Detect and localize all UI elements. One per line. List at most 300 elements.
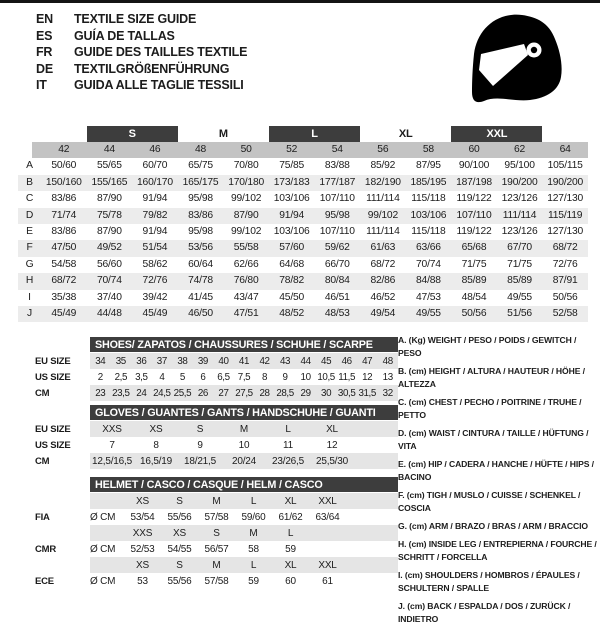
helmet-size-value: 57/58 [204, 511, 229, 523]
gloves-cm-value: 16,5/19 [140, 455, 172, 467]
measure-value: 72/76 [552, 258, 578, 270]
helmet-sizes-row-cmr [22, 525, 398, 541]
measure-value: 48/54 [461, 291, 487, 303]
gloves-us-value: 10 [238, 439, 250, 451]
measure-value: 85/89 [507, 275, 532, 287]
measure-value: 82/86 [370, 275, 396, 287]
helmet-size-value: 55/56 [167, 575, 192, 587]
language-title: GUIDE DES TAILLES TEXTILE [74, 45, 248, 60]
measure-letter: I [28, 291, 31, 303]
gloves-us-value: 7 [109, 439, 115, 451]
helmet-size-label: L [287, 527, 294, 539]
helmet-size-label: S [213, 527, 220, 539]
measure-value: 37/40 [96, 291, 122, 303]
size-column-header: 54 [331, 144, 343, 155]
row-label-spacer [22, 405, 90, 420]
gloves-cm-value: 20/24 [231, 455, 257, 467]
gloves-header-row [22, 405, 398, 420]
measure-value: 67/70 [507, 242, 532, 254]
helmet-size-value: 59 [248, 575, 259, 587]
row-label-spacer [22, 525, 90, 541]
size-band-row [18, 126, 588, 142]
shoes-cm-value: 27,5 [235, 387, 253, 399]
legend-entry: B. (cm) HEIGHT / ALTURA / HAUTEUR / HÖHE / ALTEZZA [398, 366, 585, 389]
measure-value: 99/102 [230, 225, 262, 237]
measure-row-h [18, 273, 588, 289]
measure-value: 47/50 [51, 242, 77, 254]
measure-value: 41/45 [188, 291, 213, 303]
size-column-header: 44 [103, 144, 115, 155]
size-band-s: S [87, 126, 178, 142]
gloves-size-table [22, 405, 398, 469]
size-column-header: 50 [240, 144, 252, 155]
gloves-eu-band [90, 421, 398, 437]
legend-entry: A. (Kg) WEIGHT / PESO / POIDS / GEWITCH / PESO [398, 335, 577, 358]
gloves-cm-value: 23/26,5 [272, 455, 304, 467]
legend-entry: H. (cm) INSIDE LEG / ENTREPIERNA / FOURCHE / SCHRITT / FORCELLA [398, 539, 597, 562]
measure-value: 70/74 [96, 275, 122, 287]
shoes-eu-value: 46 [341, 355, 352, 367]
shoes-title: SHOES/ ZAPATOS / CHAUSSURES / SCHUHE / SCARPE [90, 337, 398, 352]
measure-cells [41, 208, 588, 224]
gloves-row-label: CM [35, 455, 50, 467]
shoes-cm-band [90, 385, 398, 401]
shoes-us-value: 9 [282, 371, 288, 383]
gloves-us-value: 12 [326, 439, 338, 451]
measure-value: 87/90 [96, 193, 122, 205]
helmet-size-label: S [176, 559, 183, 571]
measure-letter: E [26, 225, 33, 237]
helmet-size-value: 59/60 [241, 511, 266, 523]
measure-letter: J [27, 307, 32, 319]
measure-value: 83/86 [51, 193, 77, 205]
measure-value: 190/200 [501, 176, 538, 188]
measure-value: 45/50 [279, 291, 305, 303]
shoes-us-value: 7,5 [237, 371, 251, 383]
size-band-xl: XL [398, 128, 413, 140]
measure-value: 59/62 [324, 242, 350, 254]
helmet-size-value: 53/54 [130, 511, 155, 523]
measure-cells [41, 290, 588, 306]
language-title: TEXTILE SIZE GUIDE [74, 12, 197, 27]
standard-name: FIA [35, 511, 50, 523]
shoes-cm-value: 29 [300, 387, 311, 399]
shoes-cm-value: 28,5 [276, 387, 294, 399]
legend-entry: I. (cm) SHOULDERS / HOMBROS / ÉPAULES / SCHULTERN / SPALLE [398, 570, 580, 593]
shoes-us-value: 8 [261, 371, 268, 383]
measure-value: 46/51 [324, 291, 350, 303]
measure-value: 58/62 [142, 258, 168, 270]
gloves-eu-value: XS [149, 423, 163, 435]
measure-value: 85/89 [461, 275, 487, 287]
measure-value: 91/94 [142, 225, 168, 237]
measure-value: 78/82 [279, 275, 305, 287]
measure-row-a [18, 158, 588, 174]
language-code: EN [36, 12, 53, 27]
gloves-cm-value: 25,5/30 [316, 455, 348, 467]
measure-letter: B [26, 176, 33, 188]
shoes-cm-value: 24,5 [153, 387, 171, 399]
gloves-title: GLOVES / GUANTES / GANTS / HANDSCHUHE / GUANTI [90, 405, 398, 420]
gloves-row-label: EU SIZE [35, 423, 71, 435]
shoes-size-table [22, 337, 398, 401]
shoes-us-value: 2,5 [114, 371, 127, 383]
measure-value: 105/115 [547, 160, 583, 172]
language-title: GUIDA ALLE TAGLIE TESSILI [74, 78, 244, 93]
helmet-sizes-row-ece [22, 557, 398, 573]
measure-value: 52/58 [552, 307, 578, 319]
language-row [36, 11, 247, 28]
helmet-title: HELMET / CASCO / CASQUE / HELM / CASCO [90, 477, 398, 492]
measure-value: 107/110 [319, 193, 355, 205]
measure-value: 83/86 [188, 209, 213, 221]
measure-value: 173/183 [273, 176, 310, 188]
standard-name: CMR [35, 543, 57, 555]
helmet-values-row-fia [22, 509, 398, 525]
measure-value: 35/38 [51, 291, 77, 303]
helmet-size-label: L [250, 559, 257, 571]
measure-value: 71/75 [507, 258, 532, 270]
helmet-header-row [22, 477, 398, 492]
diameter-unit: Ø CM [90, 511, 116, 523]
shoes-cm-row [22, 385, 398, 401]
measure-value: 68/72 [370, 258, 396, 270]
shoes-cm-value: 25,5 [173, 387, 192, 399]
measure-value: 64/68 [279, 258, 305, 270]
language-row [36, 28, 247, 45]
measure-cells [41, 175, 588, 191]
shoes-eu-value: 40 [218, 355, 229, 367]
measure-value: 115/119 [548, 209, 583, 221]
shoes-eu-row [22, 353, 398, 369]
measure-value: 80/84 [324, 275, 350, 287]
measure-value: 49/55 [507, 291, 532, 303]
shoes-eu-value: 47 [362, 355, 373, 367]
shoes-us-value: 5 [179, 371, 185, 383]
measure-value: 91/94 [279, 209, 305, 221]
measure-value: 61/63 [370, 242, 396, 254]
measure-value: 91/94 [142, 193, 168, 205]
measure-letter: F [26, 242, 33, 254]
shoes-cm-value: 23 [95, 387, 106, 399]
helmet-size-label: XS [173, 527, 186, 539]
helmet-values-row-cmr [22, 541, 398, 557]
measure-cells [41, 240, 588, 256]
numeric-sizes-row [18, 142, 588, 158]
gloves-row-label: US SIZE [35, 439, 71, 451]
measure-cells [41, 257, 588, 273]
measure-value: 48/53 [324, 307, 350, 319]
shoes-row-label: US SIZE [35, 371, 71, 383]
row-label-spacer [22, 477, 90, 492]
textile-size-table [18, 126, 588, 322]
measure-value: 45/49 [142, 307, 168, 319]
shoes-cm-value: 26 [197, 387, 208, 399]
measure-value: 87/95 [416, 160, 441, 172]
measure-value: 44/48 [96, 307, 122, 319]
gloves-cm-row [22, 453, 398, 469]
shoes-eu-value: 42 [259, 355, 270, 367]
helmet-size-table [22, 477, 398, 589]
measure-value: 185/195 [410, 176, 447, 188]
accessory-tables [22, 337, 398, 589]
helmet-size-label: M [249, 527, 258, 539]
shoes-eu-value: 43 [279, 355, 291, 367]
shoes-eu-value: 45 [321, 355, 332, 367]
measure-value: 119/122 [456, 225, 492, 237]
measure-cells [41, 158, 588, 174]
measure-value: 165/175 [182, 176, 219, 188]
helmet-size-value: 57/58 [204, 575, 229, 587]
row-letter-spacer [18, 126, 41, 142]
measure-value: 119/122 [456, 193, 492, 205]
size-column-header: 62 [514, 144, 526, 155]
legend-entry: G. (cm) ARM / BRAZO / BRAS / ARM / BRACCIO [398, 521, 588, 531]
row-label-spacer [22, 557, 90, 573]
shoes-cm-value: 30 [321, 387, 332, 399]
measure-value: 160/170 [137, 176, 173, 188]
measure-value: 65/75 [188, 160, 213, 172]
measure-value: 55/65 [96, 160, 122, 172]
shoes-cm-value: 28 [259, 387, 270, 399]
size-column-header: 56 [377, 144, 389, 155]
measure-cells [41, 191, 588, 207]
helmet-size-value: 52/53 [130, 543, 155, 555]
shoes-cm-value: 32 [382, 387, 393, 399]
shoes-us-value: 13 [382, 371, 393, 383]
helmet-sizes-band [90, 493, 398, 509]
helmet-size-label: XL [284, 495, 297, 507]
shoes-eu-value: 36 [136, 355, 147, 367]
measure-value: 95/98 [188, 225, 213, 237]
measure-value: 111/114 [502, 209, 537, 221]
helmet-values-row-ece [22, 573, 398, 589]
helmet-size-value: 56/57 [204, 543, 229, 555]
measure-value: 75/78 [96, 209, 122, 221]
language-row [36, 61, 247, 78]
shoes-us-row [22, 369, 398, 385]
shoes-us-value: 6 [200, 371, 206, 383]
helmet-size-value: 63/64 [315, 511, 340, 523]
helmet-size-label: XXS [132, 527, 153, 539]
measure-value: 79/82 [142, 209, 168, 221]
measure-value: 50/56 [552, 291, 578, 303]
shoes-cm-value: 27 [218, 387, 229, 399]
measure-value: 90/100 [458, 160, 490, 172]
measure-value: 127/130 [547, 193, 584, 205]
measure-value: 75/85 [279, 160, 305, 172]
shoes-cm-value: 24 [136, 387, 147, 399]
measure-value: 123/126 [501, 225, 538, 237]
measure-value: 95/98 [324, 209, 350, 221]
measurement-legend [398, 334, 598, 631]
shoes-cm-value: 31,5 [358, 387, 376, 399]
gloves-us-band [90, 437, 398, 453]
shoes-eu-value: 34 [95, 355, 106, 367]
measure-value: 87/91 [552, 275, 578, 287]
legend-entry: F. (cm) TIGH / MUSLO / CUISSE / SCHENKEL / COSCIA [398, 490, 581, 513]
measure-value: 99/102 [367, 209, 398, 221]
measure-value: 170/180 [228, 176, 265, 188]
standard-name: ECE [35, 575, 54, 587]
measure-value: 47/51 [233, 307, 259, 319]
helmet-values-band [90, 509, 398, 525]
helmet-size-label: XS [136, 495, 149, 507]
shoes-eu-value: 41 [238, 355, 250, 367]
shoes-eu-value: 48 [382, 355, 393, 367]
measure-value: 74/78 [188, 275, 213, 287]
measure-value: 85/92 [370, 160, 396, 172]
shoes-eu-band [90, 353, 398, 369]
measure-value: 155/165 [91, 176, 128, 188]
measure-value: 50/60 [51, 160, 77, 172]
helmet-sizes-band [90, 525, 398, 541]
measure-value: 63/66 [416, 242, 441, 254]
helmet-size-label: S [176, 495, 183, 507]
size-band-l: L [269, 126, 360, 142]
measure-value: 84/88 [416, 275, 441, 287]
shoes-cm-value: 23,5 [112, 387, 130, 399]
measure-value: 66/70 [324, 258, 350, 270]
measure-value: 51/54 [142, 242, 168, 254]
measure-value: 49/52 [96, 242, 122, 254]
measure-value: 45/49 [51, 307, 77, 319]
gloves-eu-value: S [196, 423, 204, 435]
language-title: GUÍA DE TALLAS [74, 28, 175, 43]
helmet-size-label: XXL [318, 495, 337, 507]
shoes-us-value: 11,5 [338, 371, 356, 383]
helmet-sizes-band [90, 557, 398, 573]
size-column-header: 42 [58, 144, 70, 155]
band-cells [41, 126, 588, 142]
shoes-header-row [22, 337, 398, 352]
size-column-header: 64 [559, 144, 571, 155]
shoes-us-value: 6,5 [217, 371, 230, 383]
helmet-icon-svg [458, 8, 576, 108]
diameter-unit: Ø CM [90, 543, 116, 555]
measure-value: 68/72 [51, 275, 77, 287]
gloves-eu-value: XL [326, 423, 338, 435]
gloves-us-value: 11 [283, 439, 293, 451]
helmet-size-label: L [250, 495, 257, 507]
helmet-size-value: 59 [285, 543, 296, 555]
measure-value: 62/66 [233, 258, 259, 270]
measure-value: 83/86 [51, 225, 77, 237]
measure-value: 150/160 [45, 176, 82, 188]
measure-value: 48/52 [279, 307, 305, 319]
shoes-us-value: 3,5 [135, 371, 148, 383]
measure-value: 182/190 [364, 176, 401, 188]
measure-row-i [18, 290, 588, 306]
measure-row-g [18, 257, 588, 273]
size-band-xxl: XXL [451, 126, 542, 142]
measure-value: 107/110 [456, 209, 492, 221]
shoes-eu-value: 35 [115, 355, 126, 367]
measure-value: 123/126 [501, 193, 538, 205]
gloves-cm-band [90, 453, 398, 469]
gloves-eu-value: M [239, 423, 249, 435]
measure-value: 51/56 [507, 307, 532, 319]
shoes-row-label: EU SIZE [35, 355, 71, 367]
measure-value: 83/88 [324, 160, 350, 172]
helmet-size-label: M [212, 495, 221, 507]
measure-value: 107/110 [319, 225, 355, 237]
shoes-us-value: 12 [362, 371, 373, 383]
helmet-values-band [90, 541, 398, 557]
measure-value: 43/47 [233, 291, 259, 303]
measure-value: 54/58 [51, 258, 77, 270]
measure-value: 87/90 [233, 209, 259, 221]
helmet-sizes-row-fia [22, 493, 398, 509]
helmet-size-value: 61/62 [278, 511, 303, 523]
gloves-us-value: 9 [197, 439, 203, 451]
measure-letter: D [25, 209, 34, 221]
measure-value: 71/74 [51, 209, 77, 221]
gloves-eu-value: XXS [102, 423, 122, 435]
size-column-header: 46 [149, 144, 161, 155]
row-label-spacer [22, 337, 90, 352]
measure-value: 70/74 [416, 258, 441, 270]
measure-letter: A [26, 160, 33, 172]
measure-row-f [18, 240, 588, 256]
shoes-us-value: 10 [300, 371, 311, 383]
size-column-header: 48 [194, 144, 207, 155]
measure-value: 56/60 [96, 258, 122, 270]
legend-entry: E. (cm) HIP / CADERA / HANCHE / HÜFTE / HIPS / BACINO [398, 459, 594, 482]
numeric-sizes-band [41, 142, 588, 158]
helmet-size-value: 54/55 [167, 543, 192, 555]
measure-value: 76/80 [233, 275, 259, 287]
size-column-header: 58 [422, 144, 434, 155]
shoes-eu-value: 44 [300, 355, 311, 367]
measure-value: 95/100 [504, 160, 535, 172]
measure-value: 103/106 [273, 225, 310, 237]
shoes-eu-value: 37 [156, 355, 167, 367]
size-column-header: 52 [286, 144, 298, 155]
measure-value: 103/106 [410, 209, 447, 221]
measure-value: 46/52 [370, 291, 396, 303]
top-border-bar [0, 0, 600, 3]
helmet-size-value: 60 [285, 575, 296, 587]
row-label-spacer [22, 493, 90, 509]
language-title-block [36, 11, 247, 94]
helmet-size-label: XS [136, 559, 149, 571]
measure-value: 49/54 [370, 307, 396, 319]
measure-value: 47/53 [416, 291, 441, 303]
gloves-cm-value: 12,5/16,5 [92, 455, 132, 467]
shoes-eu-value: 38 [177, 355, 188, 367]
measure-value: 177/187 [319, 176, 356, 188]
helmet-size-value: 55/56 [167, 511, 192, 523]
legend-entry: C. (cm) CHEST / PECHO / POITRINE / TRUHE / PETTO [398, 397, 582, 420]
measure-value: 68/72 [552, 242, 578, 254]
measure-letter: C [25, 193, 34, 205]
helmet-size-value: 61 [322, 575, 333, 587]
size-column-header: 60 [468, 144, 480, 155]
measure-value: 60/64 [188, 258, 213, 270]
measure-row-j [18, 306, 588, 322]
measure-row-c [18, 191, 588, 207]
measure-cells [41, 224, 588, 240]
measure-value: 187/198 [456, 176, 492, 188]
language-code: IT [36, 78, 47, 93]
measure-letter: G [25, 258, 34, 270]
gloves-us-row [22, 437, 398, 453]
language-row [36, 77, 247, 94]
shoes-eu-value: 39 [197, 355, 208, 367]
measure-value: 46/50 [188, 307, 213, 319]
measure-value: 57/60 [279, 242, 305, 254]
